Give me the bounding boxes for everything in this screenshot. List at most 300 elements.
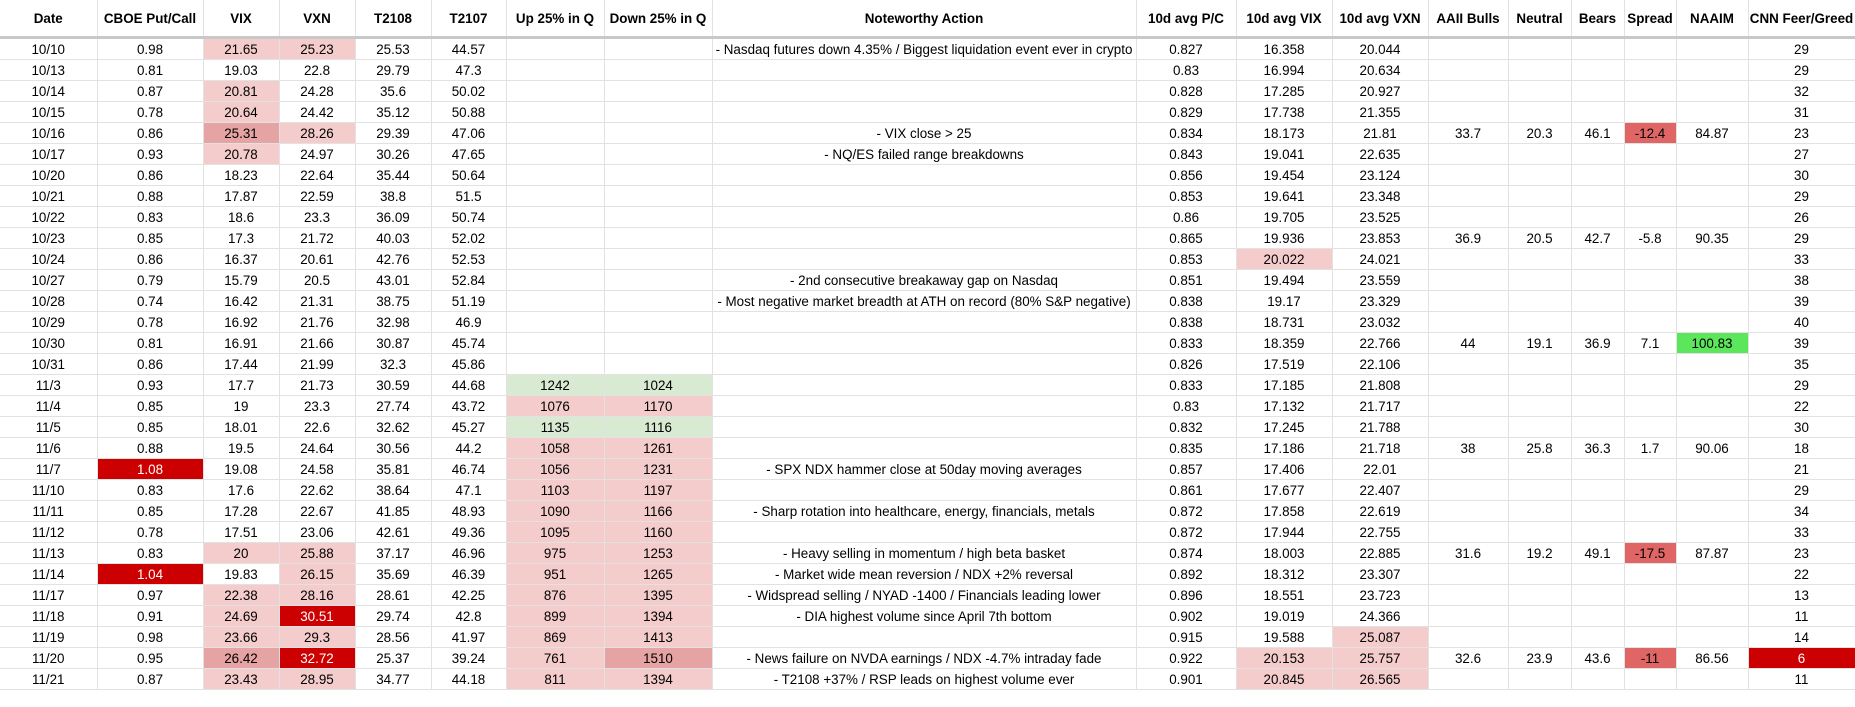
- cell-vix[interactable]: 18.6: [203, 207, 279, 228]
- cell-aaii-bears[interactable]: [1571, 585, 1624, 606]
- cell-avg-vix-10d[interactable]: 17.245: [1236, 417, 1332, 438]
- cell-vix[interactable]: 19: [203, 396, 279, 417]
- cell-vxn[interactable]: 25.23: [279, 38, 355, 60]
- cell-t2107[interactable]: 50.88: [431, 102, 506, 123]
- cell-aaii-neutral[interactable]: [1508, 270, 1571, 291]
- cell-date[interactable]: 11/7: [0, 459, 97, 480]
- cell-up-25-in-q[interactable]: 951: [506, 564, 604, 585]
- cell-noteworthy-action[interactable]: [712, 333, 1136, 354]
- cell-avg-vxn-10d[interactable]: 22.407: [1332, 480, 1428, 501]
- cell-aaii-bulls[interactable]: 31.6: [1428, 543, 1508, 564]
- cell-noteworthy-action[interactable]: - NQ/ES failed range breakdowns: [712, 144, 1136, 165]
- cell-aaii-spread[interactable]: [1624, 606, 1676, 627]
- cell-aaii-bulls[interactable]: 38: [1428, 438, 1508, 459]
- cell-avg-vxn-10d[interactable]: 21.788: [1332, 417, 1428, 438]
- cell-cnn-fear-greed[interactable]: 18: [1748, 438, 1855, 459]
- cell-naaim[interactable]: [1676, 249, 1748, 270]
- cell-avg-vxn-10d[interactable]: 23.525: [1332, 207, 1428, 228]
- cell-aaii-neutral[interactable]: [1508, 480, 1571, 501]
- cell-up-25-in-q[interactable]: [506, 354, 604, 375]
- cell-vxn[interactable]: 26.15: [279, 564, 355, 585]
- cell-vxn[interactable]: 23.3: [279, 396, 355, 417]
- cell-date[interactable]: 11/10: [0, 480, 97, 501]
- cell-cnn-fear-greed[interactable]: 29: [1748, 60, 1855, 81]
- cell-vxn[interactable]: 21.66: [279, 333, 355, 354]
- cell-vix[interactable]: 15.79: [203, 270, 279, 291]
- cell-aaii-spread[interactable]: [1624, 417, 1676, 438]
- cell-up-25-in-q[interactable]: [506, 291, 604, 312]
- cell-t2108[interactable]: 35.81: [355, 459, 431, 480]
- column-header-naaim[interactable]: NAAIM: [1676, 0, 1748, 38]
- cell-vxn[interactable]: 24.97: [279, 144, 355, 165]
- cell-date[interactable]: 11/14: [0, 564, 97, 585]
- cell-aaii-bulls[interactable]: [1428, 459, 1508, 480]
- cell-date[interactable]: 10/27: [0, 270, 97, 291]
- cell-noteworthy-action[interactable]: [712, 480, 1136, 501]
- cell-aaii-bulls[interactable]: [1428, 81, 1508, 102]
- cell-cnn-fear-greed[interactable]: 40: [1748, 312, 1855, 333]
- cell-down-25-in-q[interactable]: [604, 354, 712, 375]
- cell-t2108[interactable]: 38.64: [355, 480, 431, 501]
- cell-aaii-bears[interactable]: 42.7: [1571, 228, 1624, 249]
- cell-cnn-fear-greed[interactable]: 13: [1748, 585, 1855, 606]
- column-header-avg-vxn-10d[interactable]: 10d avg VXN: [1332, 0, 1428, 38]
- cell-avg-vxn-10d[interactable]: 21.808: [1332, 375, 1428, 396]
- cell-cboe-put-call[interactable]: 0.91: [97, 606, 203, 627]
- cell-avg-vix-10d[interactable]: 18.173: [1236, 123, 1332, 144]
- cell-up-25-in-q[interactable]: [506, 123, 604, 144]
- cell-naaim[interactable]: 84.87: [1676, 123, 1748, 144]
- cell-aaii-neutral[interactable]: [1508, 144, 1571, 165]
- cell-down-25-in-q[interactable]: [604, 312, 712, 333]
- cell-aaii-bulls[interactable]: [1428, 270, 1508, 291]
- cell-t2107[interactable]: 43.72: [431, 396, 506, 417]
- cell-t2108[interactable]: 42.76: [355, 249, 431, 270]
- cell-t2108[interactable]: 30.59: [355, 375, 431, 396]
- cell-avg-vix-10d[interactable]: 17.677: [1236, 480, 1332, 501]
- cell-aaii-spread[interactable]: -17.5: [1624, 543, 1676, 564]
- cell-avg-pc-10d[interactable]: 0.833: [1136, 333, 1236, 354]
- cell-up-25-in-q[interactable]: 1103: [506, 480, 604, 501]
- cell-aaii-bulls[interactable]: [1428, 312, 1508, 333]
- cell-t2107[interactable]: 44.57: [431, 38, 506, 60]
- cell-aaii-neutral[interactable]: 19.2: [1508, 543, 1571, 564]
- cell-avg-vxn-10d[interactable]: 20.927: [1332, 81, 1428, 102]
- cell-avg-pc-10d[interactable]: 0.857: [1136, 459, 1236, 480]
- cell-aaii-spread[interactable]: [1624, 144, 1676, 165]
- cell-t2108[interactable]: 30.26: [355, 144, 431, 165]
- cell-aaii-neutral[interactable]: [1508, 354, 1571, 375]
- cell-cnn-fear-greed[interactable]: 30: [1748, 417, 1855, 438]
- cell-avg-pc-10d[interactable]: 0.826: [1136, 354, 1236, 375]
- cell-vxn[interactable]: 23.06: [279, 522, 355, 543]
- cell-t2107[interactable]: 50.02: [431, 81, 506, 102]
- cell-naaim[interactable]: 90.06: [1676, 438, 1748, 459]
- cell-aaii-bulls[interactable]: [1428, 144, 1508, 165]
- cell-date[interactable]: 10/10: [0, 38, 97, 60]
- cell-aaii-spread[interactable]: -12.4: [1624, 123, 1676, 144]
- cell-aaii-neutral[interactable]: 20.3: [1508, 123, 1571, 144]
- column-header-cnn-fear-greed[interactable]: CNN Feer/Greed: [1748, 0, 1855, 38]
- cell-aaii-bulls[interactable]: 32.6: [1428, 648, 1508, 669]
- cell-aaii-bulls[interactable]: [1428, 417, 1508, 438]
- cell-t2107[interactable]: 52.53: [431, 249, 506, 270]
- cell-cboe-put-call[interactable]: 0.98: [97, 38, 203, 60]
- cell-avg-pc-10d[interactable]: 0.828: [1136, 81, 1236, 102]
- cell-aaii-spread[interactable]: [1624, 102, 1676, 123]
- cell-date[interactable]: 10/23: [0, 228, 97, 249]
- cell-avg-vxn-10d[interactable]: 22.01: [1332, 459, 1428, 480]
- cell-cboe-put-call[interactable]: 0.85: [97, 501, 203, 522]
- cell-avg-vix-10d[interactable]: 17.186: [1236, 438, 1332, 459]
- cell-naaim[interactable]: 100.83: [1676, 333, 1748, 354]
- cell-t2107[interactable]: 46.39: [431, 564, 506, 585]
- cell-t2108[interactable]: 28.56: [355, 627, 431, 648]
- cell-avg-pc-10d[interactable]: 0.872: [1136, 501, 1236, 522]
- cell-aaii-bulls[interactable]: [1428, 60, 1508, 81]
- cell-date[interactable]: 10/20: [0, 165, 97, 186]
- column-header-noteworthy-action[interactable]: Noteworthy Action: [712, 0, 1136, 38]
- cell-noteworthy-action[interactable]: [712, 312, 1136, 333]
- cell-t2107[interactable]: 39.24: [431, 648, 506, 669]
- cell-vxn[interactable]: 20.61: [279, 249, 355, 270]
- cell-cnn-fear-greed[interactable]: 29: [1748, 375, 1855, 396]
- cell-date[interactable]: 10/31: [0, 354, 97, 375]
- cell-avg-vix-10d[interactable]: 19.17: [1236, 291, 1332, 312]
- cell-vxn[interactable]: 24.28: [279, 81, 355, 102]
- cell-down-25-in-q[interactable]: [604, 291, 712, 312]
- cell-aaii-spread[interactable]: [1624, 564, 1676, 585]
- cell-t2107[interactable]: 47.06: [431, 123, 506, 144]
- cell-down-25-in-q[interactable]: 1261: [604, 438, 712, 459]
- cell-t2107[interactable]: 47.3: [431, 60, 506, 81]
- cell-vix[interactable]: 16.92: [203, 312, 279, 333]
- cell-avg-pc-10d[interactable]: 0.861: [1136, 480, 1236, 501]
- cell-avg-vxn-10d[interactable]: 20.634: [1332, 60, 1428, 81]
- cell-avg-vix-10d[interactable]: 18.359: [1236, 333, 1332, 354]
- cell-aaii-neutral[interactable]: [1508, 81, 1571, 102]
- cell-t2108[interactable]: 35.12: [355, 102, 431, 123]
- cell-avg-vix-10d[interactable]: 18.731: [1236, 312, 1332, 333]
- cell-cnn-fear-greed[interactable]: 27: [1748, 144, 1855, 165]
- cell-avg-vxn-10d[interactable]: 21.81: [1332, 123, 1428, 144]
- cell-aaii-neutral[interactable]: [1508, 186, 1571, 207]
- cell-noteworthy-action[interactable]: - Nasdaq futures down 4.35% / Biggest liquidation event ever in crypto: [712, 38, 1136, 60]
- cell-aaii-bears[interactable]: [1571, 81, 1624, 102]
- cell-noteworthy-action[interactable]: - DIA highest volume since April 7th bottom: [712, 606, 1136, 627]
- cell-cnn-fear-greed[interactable]: 31: [1748, 102, 1855, 123]
- cell-vxn[interactable]: 32.72: [279, 648, 355, 669]
- cell-t2108[interactable]: 40.03: [355, 228, 431, 249]
- cell-cboe-put-call[interactable]: 0.88: [97, 438, 203, 459]
- cell-naaim[interactable]: [1676, 186, 1748, 207]
- cell-aaii-bears[interactable]: [1571, 165, 1624, 186]
- cell-aaii-bears[interactable]: [1571, 270, 1624, 291]
- column-header-aaii-neutral[interactable]: Neutral: [1508, 0, 1571, 38]
- cell-t2107[interactable]: 45.86: [431, 354, 506, 375]
- cell-down-25-in-q[interactable]: 1510: [604, 648, 712, 669]
- cell-noteworthy-action[interactable]: - Sharp rotation into healthcare, energy, financials, metals: [712, 501, 1136, 522]
- cell-up-25-in-q[interactable]: 1056: [506, 459, 604, 480]
- cell-vix[interactable]: 19.03: [203, 60, 279, 81]
- cell-vix[interactable]: 23.43: [203, 669, 279, 690]
- cell-vix[interactable]: 20.64: [203, 102, 279, 123]
- cell-aaii-spread[interactable]: [1624, 459, 1676, 480]
- cell-naaim[interactable]: [1676, 606, 1748, 627]
- cell-avg-vxn-10d[interactable]: 21.718: [1332, 438, 1428, 459]
- cell-avg-vxn-10d[interactable]: 23.723: [1332, 585, 1428, 606]
- cell-date[interactable]: 11/19: [0, 627, 97, 648]
- cell-naaim[interactable]: [1676, 291, 1748, 312]
- cell-vxn[interactable]: 25.88: [279, 543, 355, 564]
- cell-t2108[interactable]: 27.74: [355, 396, 431, 417]
- cell-vxn[interactable]: 24.64: [279, 438, 355, 459]
- cell-cnn-fear-greed[interactable]: 33: [1748, 522, 1855, 543]
- cell-cnn-fear-greed[interactable]: 11: [1748, 669, 1855, 690]
- cell-t2108[interactable]: 30.56: [355, 438, 431, 459]
- cell-t2107[interactable]: 44.2: [431, 438, 506, 459]
- cell-aaii-bears[interactable]: [1571, 627, 1624, 648]
- cell-aaii-spread[interactable]: [1624, 354, 1676, 375]
- cell-up-25-in-q[interactable]: 876: [506, 585, 604, 606]
- cell-avg-vxn-10d[interactable]: 23.348: [1332, 186, 1428, 207]
- cell-aaii-spread[interactable]: [1624, 375, 1676, 396]
- column-header-down-25-in-q[interactable]: Down 25% in Q: [604, 0, 712, 38]
- cell-noteworthy-action[interactable]: [712, 522, 1136, 543]
- cell-date[interactable]: 11/20: [0, 648, 97, 669]
- cell-aaii-bears[interactable]: [1571, 501, 1624, 522]
- cell-t2107[interactable]: 50.64: [431, 165, 506, 186]
- cell-avg-vix-10d[interactable]: 16.358: [1236, 38, 1332, 60]
- cell-avg-vix-10d[interactable]: 19.494: [1236, 270, 1332, 291]
- cell-t2108[interactable]: 36.09: [355, 207, 431, 228]
- cell-avg-vxn-10d[interactable]: 23.853: [1332, 228, 1428, 249]
- column-header-date[interactable]: Date: [0, 0, 97, 38]
- cell-aaii-bulls[interactable]: [1428, 501, 1508, 522]
- cell-naaim[interactable]: [1676, 375, 1748, 396]
- cell-avg-pc-10d[interactable]: 0.827: [1136, 38, 1236, 60]
- cell-down-25-in-q[interactable]: 1413: [604, 627, 712, 648]
- cell-aaii-bears[interactable]: 43.6: [1571, 648, 1624, 669]
- column-header-vxn[interactable]: VXN: [279, 0, 355, 38]
- cell-aaii-bears[interactable]: [1571, 375, 1624, 396]
- cell-aaii-bears[interactable]: [1571, 312, 1624, 333]
- cell-aaii-spread[interactable]: -5.8: [1624, 228, 1676, 249]
- cell-vix[interactable]: 25.31: [203, 123, 279, 144]
- cell-noteworthy-action[interactable]: [712, 228, 1136, 249]
- cell-avg-vxn-10d[interactable]: 22.619: [1332, 501, 1428, 522]
- cell-aaii-bulls[interactable]: [1428, 186, 1508, 207]
- cell-vix[interactable]: 17.87: [203, 186, 279, 207]
- cell-naaim[interactable]: [1676, 144, 1748, 165]
- cell-down-25-in-q[interactable]: [604, 165, 712, 186]
- cell-aaii-bears[interactable]: [1571, 207, 1624, 228]
- cell-cboe-put-call[interactable]: 0.74: [97, 291, 203, 312]
- cell-avg-vxn-10d[interactable]: 25.757: [1332, 648, 1428, 669]
- cell-aaii-bulls[interactable]: [1428, 38, 1508, 60]
- cell-vxn[interactable]: 21.76: [279, 312, 355, 333]
- cell-t2107[interactable]: 51.5: [431, 186, 506, 207]
- cell-aaii-spread[interactable]: [1624, 669, 1676, 690]
- cell-avg-vix-10d[interactable]: 17.944: [1236, 522, 1332, 543]
- cell-t2107[interactable]: 48.93: [431, 501, 506, 522]
- cell-avg-vxn-10d[interactable]: 23.559: [1332, 270, 1428, 291]
- cell-up-25-in-q[interactable]: 1242: [506, 375, 604, 396]
- cell-aaii-bulls[interactable]: [1428, 249, 1508, 270]
- cell-up-25-in-q[interactable]: 1090: [506, 501, 604, 522]
- cell-down-25-in-q[interactable]: 1160: [604, 522, 712, 543]
- cell-aaii-bulls[interactable]: [1428, 207, 1508, 228]
- cell-aaii-neutral[interactable]: [1508, 38, 1571, 60]
- column-header-cboe-put-call[interactable]: CBOE Put/Call: [97, 0, 203, 38]
- cell-vix[interactable]: 16.91: [203, 333, 279, 354]
- cell-down-25-in-q[interactable]: 1166: [604, 501, 712, 522]
- cell-cboe-put-call[interactable]: 0.83: [97, 207, 203, 228]
- cell-aaii-bulls[interactable]: [1428, 627, 1508, 648]
- cell-cboe-put-call[interactable]: 0.86: [97, 165, 203, 186]
- cell-aaii-bears[interactable]: [1571, 396, 1624, 417]
- cell-naaim[interactable]: [1676, 102, 1748, 123]
- cell-aaii-neutral[interactable]: [1508, 585, 1571, 606]
- cell-avg-vix-10d[interactable]: 17.519: [1236, 354, 1332, 375]
- cell-vxn[interactable]: 23.3: [279, 207, 355, 228]
- cell-avg-pc-10d[interactable]: 0.83: [1136, 60, 1236, 81]
- cell-vix[interactable]: 20: [203, 543, 279, 564]
- cell-avg-vix-10d[interactable]: 17.858: [1236, 501, 1332, 522]
- cell-cboe-put-call[interactable]: 0.86: [97, 354, 203, 375]
- cell-noteworthy-action[interactable]: - SPX NDX hammer close at 50day moving averages: [712, 459, 1136, 480]
- cell-aaii-spread[interactable]: [1624, 291, 1676, 312]
- cell-date[interactable]: 11/21: [0, 669, 97, 690]
- cell-noteworthy-action[interactable]: - News failure on NVDA earnings / NDX -4.7% intraday fade: [712, 648, 1136, 669]
- cell-aaii-bears[interactable]: [1571, 564, 1624, 585]
- cell-aaii-bears[interactable]: [1571, 102, 1624, 123]
- cell-t2107[interactable]: 51.19: [431, 291, 506, 312]
- cell-aaii-neutral[interactable]: [1508, 522, 1571, 543]
- cell-naaim[interactable]: [1676, 627, 1748, 648]
- cell-naaim[interactable]: [1676, 270, 1748, 291]
- cell-date[interactable]: 10/22: [0, 207, 97, 228]
- cell-aaii-neutral[interactable]: 19.1: [1508, 333, 1571, 354]
- cell-noteworthy-action[interactable]: [712, 249, 1136, 270]
- cell-avg-vix-10d[interactable]: 19.936: [1236, 228, 1332, 249]
- cell-avg-vxn-10d[interactable]: 21.717: [1332, 396, 1428, 417]
- cell-avg-vix-10d[interactable]: 17.132: [1236, 396, 1332, 417]
- cell-vxn[interactable]: 22.8: [279, 60, 355, 81]
- cell-avg-pc-10d[interactable]: 0.853: [1136, 249, 1236, 270]
- cell-avg-vxn-10d[interactable]: 26.565: [1332, 669, 1428, 690]
- cell-avg-pc-10d[interactable]: 0.838: [1136, 312, 1236, 333]
- cell-avg-vxn-10d[interactable]: 22.755: [1332, 522, 1428, 543]
- cell-avg-vix-10d[interactable]: 17.185: [1236, 375, 1332, 396]
- cell-avg-vix-10d[interactable]: 19.641: [1236, 186, 1332, 207]
- cell-naaim[interactable]: [1676, 480, 1748, 501]
- cell-cboe-put-call[interactable]: 0.81: [97, 333, 203, 354]
- cell-cboe-put-call[interactable]: 0.78: [97, 102, 203, 123]
- cell-t2107[interactable]: 52.84: [431, 270, 506, 291]
- cell-t2107[interactable]: 46.96: [431, 543, 506, 564]
- column-header-avg-pc-10d[interactable]: 10d avg P/C: [1136, 0, 1236, 38]
- cell-cboe-put-call[interactable]: 0.98: [97, 627, 203, 648]
- cell-date[interactable]: 11/5: [0, 417, 97, 438]
- cell-aaii-neutral[interactable]: [1508, 249, 1571, 270]
- cell-naaim[interactable]: [1676, 459, 1748, 480]
- cell-aaii-bulls[interactable]: [1428, 585, 1508, 606]
- cell-aaii-spread[interactable]: [1624, 81, 1676, 102]
- cell-avg-pc-10d[interactable]: 0.896: [1136, 585, 1236, 606]
- cell-cboe-put-call[interactable]: 0.79: [97, 270, 203, 291]
- cell-aaii-bulls[interactable]: [1428, 165, 1508, 186]
- cell-avg-vix-10d[interactable]: 19.019: [1236, 606, 1332, 627]
- cell-cboe-put-call[interactable]: 0.93: [97, 375, 203, 396]
- cell-noteworthy-action[interactable]: - Heavy selling in momentum / high beta basket: [712, 543, 1136, 564]
- cell-up-25-in-q[interactable]: 899: [506, 606, 604, 627]
- cell-aaii-bulls[interactable]: [1428, 669, 1508, 690]
- cell-up-25-in-q[interactable]: [506, 102, 604, 123]
- cell-down-25-in-q[interactable]: [604, 207, 712, 228]
- cell-avg-vxn-10d[interactable]: 21.355: [1332, 102, 1428, 123]
- cell-noteworthy-action[interactable]: - Market wide mean reversion / NDX +2% reversal: [712, 564, 1136, 585]
- cell-date[interactable]: 11/17: [0, 585, 97, 606]
- cell-avg-vxn-10d[interactable]: 22.635: [1332, 144, 1428, 165]
- cell-avg-pc-10d[interactable]: 0.872: [1136, 522, 1236, 543]
- cell-aaii-neutral[interactable]: [1508, 312, 1571, 333]
- cell-date[interactable]: 10/24: [0, 249, 97, 270]
- cell-aaii-bulls[interactable]: [1428, 606, 1508, 627]
- cell-naaim[interactable]: [1676, 522, 1748, 543]
- cell-t2108[interactable]: 32.3: [355, 354, 431, 375]
- cell-cboe-put-call[interactable]: 0.81: [97, 60, 203, 81]
- cell-up-25-in-q[interactable]: [506, 81, 604, 102]
- cell-vix[interactable]: 20.78: [203, 144, 279, 165]
- cell-aaii-bulls[interactable]: [1428, 396, 1508, 417]
- cell-down-25-in-q[interactable]: [604, 38, 712, 60]
- cell-vix[interactable]: 16.42: [203, 291, 279, 312]
- cell-vxn[interactable]: 28.26: [279, 123, 355, 144]
- cell-vxn[interactable]: 21.99: [279, 354, 355, 375]
- cell-vix[interactable]: 19.08: [203, 459, 279, 480]
- cell-up-25-in-q[interactable]: 975: [506, 543, 604, 564]
- cell-vix[interactable]: 21.65: [203, 38, 279, 60]
- cell-aaii-spread[interactable]: [1624, 207, 1676, 228]
- cell-aaii-bulls[interactable]: [1428, 480, 1508, 501]
- cell-avg-pc-10d[interactable]: 0.83: [1136, 396, 1236, 417]
- cell-cboe-put-call[interactable]: 0.88: [97, 186, 203, 207]
- cell-down-25-in-q[interactable]: [604, 228, 712, 249]
- cell-avg-vxn-10d[interactable]: 25.087: [1332, 627, 1428, 648]
- cell-t2108[interactable]: 32.98: [355, 312, 431, 333]
- cell-cnn-fear-greed[interactable]: 21: [1748, 459, 1855, 480]
- cell-aaii-bears[interactable]: [1571, 669, 1624, 690]
- cell-up-25-in-q[interactable]: 1058: [506, 438, 604, 459]
- cell-cboe-put-call[interactable]: 0.87: [97, 669, 203, 690]
- cell-date[interactable]: 10/15: [0, 102, 97, 123]
- cell-cboe-put-call[interactable]: 0.85: [97, 396, 203, 417]
- cell-vix[interactable]: 17.3: [203, 228, 279, 249]
- cell-noteworthy-action[interactable]: [712, 207, 1136, 228]
- cell-vxn[interactable]: 22.6: [279, 417, 355, 438]
- cell-t2108[interactable]: 25.53: [355, 38, 431, 60]
- cell-vxn[interactable]: 20.5: [279, 270, 355, 291]
- cell-aaii-spread[interactable]: 7.1: [1624, 333, 1676, 354]
- cell-vix[interactable]: 18.23: [203, 165, 279, 186]
- column-header-aaii-bears[interactable]: Bears: [1571, 0, 1624, 38]
- cell-avg-pc-10d[interactable]: 0.915: [1136, 627, 1236, 648]
- cell-aaii-bears[interactable]: 36.3: [1571, 438, 1624, 459]
- cell-aaii-bears[interactable]: [1571, 249, 1624, 270]
- cell-aaii-bulls[interactable]: 36.9: [1428, 228, 1508, 249]
- cell-date[interactable]: 10/30: [0, 333, 97, 354]
